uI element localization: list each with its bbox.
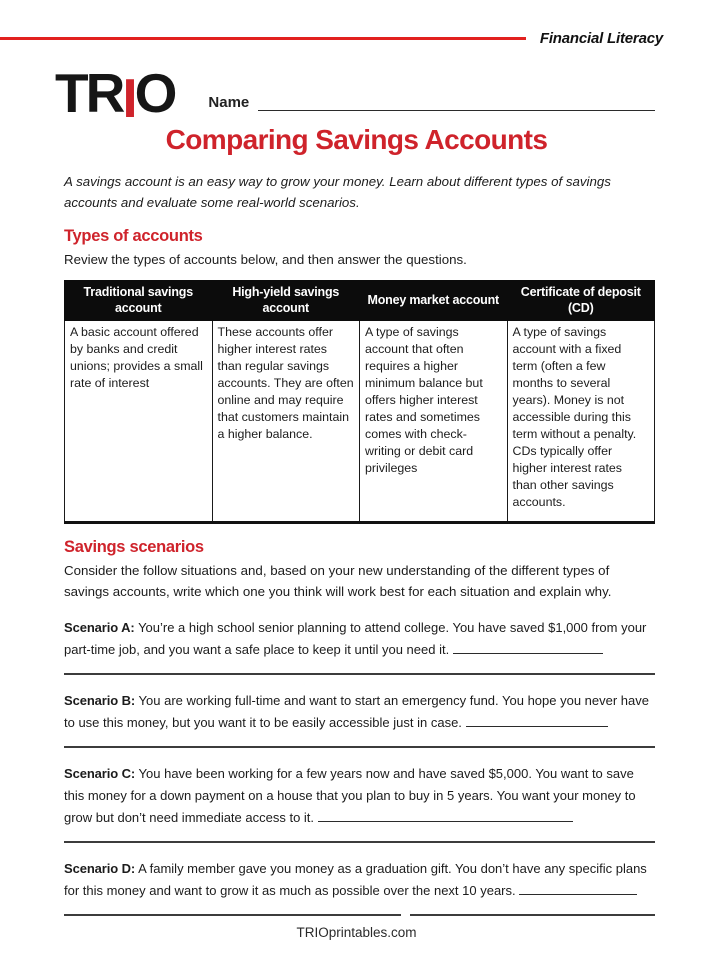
scenario-b (64, 690, 655, 734)
name-label: Name (208, 94, 250, 112)
name-write-in-line[interactable] (258, 96, 655, 111)
scenario-d-label: Scenario D: (64, 861, 136, 877)
scenario-c-text: You have been working for a few years now and have saved $5,000. You want to save this money for a down payment on a house that you plan to buy in 5 years. You want your money to grow but don’t need immediate access to it. (64, 766, 636, 826)
scenario-d-inline-blank[interactable] (519, 882, 637, 895)
table-cell-money-market: A type of savings account that often requires a higher minimum balance but offers higher interest rates and sometimes comes with check-writing or debit card privileges (360, 321, 508, 523)
scenario-d-text: A family member gave you money as a graduation gift. You don’t have any specific plans for this money and want to grow it as much as possible over the next 10 years. (64, 861, 647, 899)
page-title: Comparing Savings Accounts (165, 124, 548, 156)
scenario-a-text: You’re a high school senior planning to attend college. You have saved $1,000 from your part-time job, and you want a safe place to keep it until you need it. (64, 620, 647, 658)
header-rule-row (0, 30, 713, 47)
table-header-high-yield-savings: High-yield savings account (212, 281, 360, 321)
accounts-comparison-table (64, 280, 655, 524)
scenario-c (64, 763, 655, 829)
logo-part-i: I (122, 67, 135, 129)
table-header-certificate-of-deposit: Certificate of deposit (CD) (507, 281, 655, 321)
scenario-b-text: You are working full-time and want to start an emergency fund. You hope you never have to use this money, but you want it to be easily accessible just in case. (64, 693, 649, 731)
scenario-b-inline-blank[interactable] (466, 714, 608, 727)
table-cell-high-yield-savings: These accounts offer higher interest rates than regular savings accounts. They are often online and may require that customers maintain a higher balance. (212, 321, 360, 523)
scenario-b-answer-line[interactable] (64, 746, 655, 748)
types-of-accounts-heading: Types of accounts (64, 227, 203, 246)
table-cell-traditional-savings: A basic account offered by banks and credit unions; provides a small rate of interest (65, 321, 213, 523)
table-body-row (65, 321, 655, 523)
scenario-a-label: Scenario A: (64, 620, 135, 636)
logo-part-o: O (134, 62, 175, 124)
scenario-d-answer-line-left[interactable] (64, 914, 401, 916)
types-instruction: Review the types of accounts below, and then answer the questions. (64, 252, 467, 268)
table-header-traditional-savings: Traditional savings account (65, 281, 213, 321)
table-header-row (65, 281, 655, 321)
scenario-c-inline-blank[interactable] (318, 809, 573, 822)
header-red-rule (0, 37, 526, 40)
scenario-d (64, 858, 655, 902)
scenario-a-answer-line[interactable] (64, 673, 655, 675)
logo-part-tr: TR (55, 62, 123, 124)
series-badge: Financial Literacy (539, 30, 663, 47)
scenario-c-label: Scenario C: (64, 766, 136, 782)
scenario-b-label: Scenario B: (64, 693, 136, 709)
intro-text: A savings account is an easy way to grow your money. Learn about different types of savings accounts and evaluate some real-world scenarios. (64, 174, 611, 211)
scenario-a (64, 617, 655, 661)
scenario-d-answer-line-right[interactable] (410, 914, 655, 916)
footer-site-credit: TRIOprintables.com (296, 925, 417, 941)
savings-scenarios-heading: Savings scenarios (64, 538, 204, 557)
table-cell-certificate-of-deposit: A type of savings account with a fixed term (often a few months to several years). Money is not accessible during this term without a penalty. CDs typically offer higher interest rates than other savings accounts. (507, 321, 655, 523)
name-area (208, 94, 655, 116)
scenario-d-answer-line[interactable] (64, 914, 655, 916)
table-header-money-market: Money market account (360, 281, 508, 321)
scenario-a-inline-blank[interactable] (453, 641, 603, 654)
trio-logo (55, 62, 175, 129)
scenarios-instruction: Consider the follow situations and, based on your new understanding of the different types of savings accounts, write which one you think will work best for each situation and explain why. (64, 563, 612, 600)
logo-row (55, 62, 655, 129)
scenario-c-answer-line[interactable] (64, 841, 655, 843)
